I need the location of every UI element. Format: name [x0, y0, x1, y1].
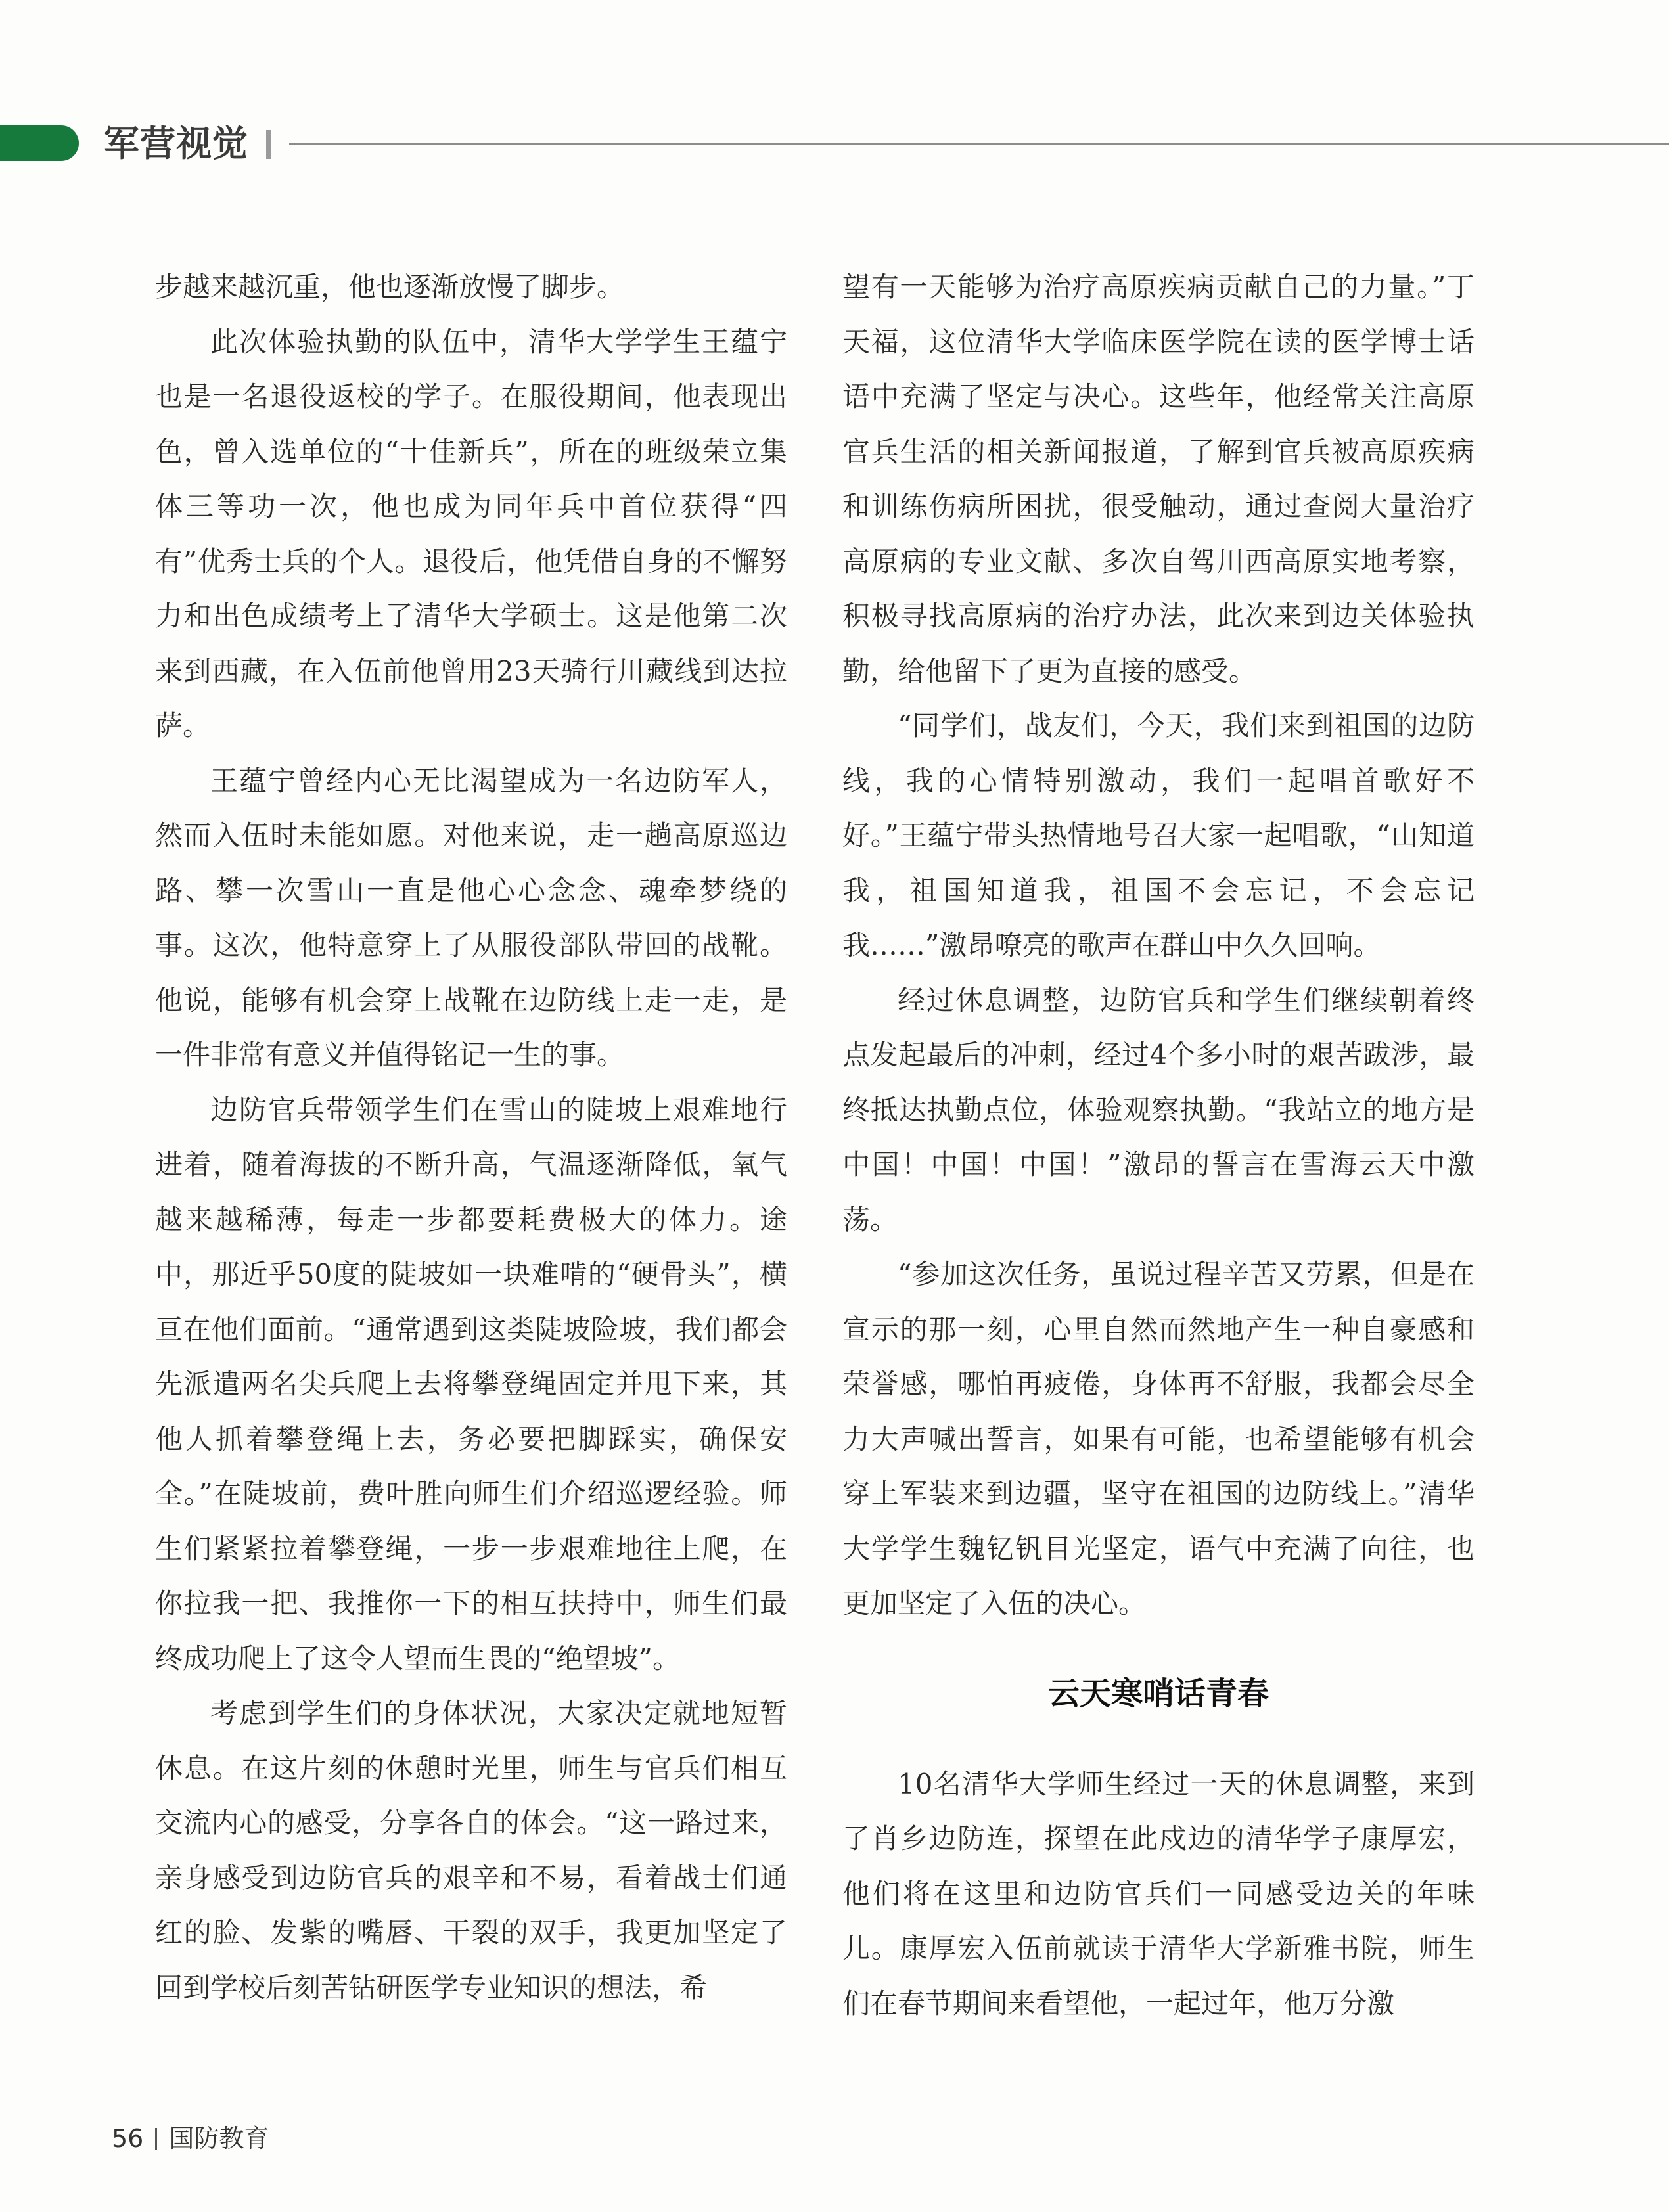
section-title: 军营视觉	[104, 123, 248, 164]
title-divider-bar	[266, 130, 271, 159]
paragraph: 步越来越沉重，他也逐渐放慢了脚步。	[155, 271, 625, 303]
paragraph: 此次体验执勤的队伍中，清华大学学生王蕴宁也是一名退役返校的学子。在服役期间，他表现出色，曾入选单位的“十佳新兵”，所在的班级荣立集体三等功一次，他也成为同年兵中首位获得“四有”优秀士兵的个人。退役后，他凭借自身的不懈努力和出色成绩考上了清华大学硕士。这是他第二次来到西藏，在入伍前他曾用23天骑行川藏线到达拉萨。	[155, 325, 787, 742]
page-footer	[112, 2119, 269, 2158]
paragraph: “同学们，战友们，今天，我们来到祖国的边防线，我的心情特别激动，我们一起唱首歌好不好。”王蕴宁带头热情地号召大家一起唱歌，“山知道我，祖国知道我，祖国不会忘记，不会忘记我……”激昂嘹亮的歌声在群山中久久回响。	[842, 710, 1475, 961]
paragraph: 经过休息调整，边防官兵和学生们继续朝着终点发起最后的冲刺，经过4个多小时的艰苦跋涉，最终抵达执勤点位，体验观察执勤。“我站立的地方是中国！中国！中国！”激昂的誓言在雪海云天中激荡。	[842, 983, 1475, 1236]
section-tab-marker	[0, 125, 79, 161]
paragraph: 考虑到学生们的身体状况，大家决定就地短暂休息。在这片刻的休憩时光里，师生与官兵们相互交流内心的感受，分享各自的体会。“这一路过来，亲身感受到边防官兵的艰辛和不易，看着战士们通红的脸、发紫的嘴唇、干裂的双手，我更加坚定了回到学校后刻苦钻研医学专业知识的想法，希	[155, 1697, 787, 2004]
paragraph: 10名清华大学师生经过一天的休息调整，来到了肖乡边防连，探望在此戍边的清华学子康厚宏，他们将在这里和边防官兵们一同感受边关的年味儿。康厚宏入伍前就读于清华大学新雅书院，师生们在春节期间来看望他，一起过年，他万分激	[842, 1767, 1475, 2020]
header-rule	[289, 143, 1669, 145]
paragraph: 王蕴宁曾经内心无比渴望成为一名边防军人，然而入伍时未能如愿。对他来说，走一趟高原巡边路、攀一次雪山一直是他心心念念、魂牵梦绕的事。这次，他特意穿上了从服役部队带回的战靴。他说，能够有机会穿上战靴在边防线上走一走，是一件非常有意义并值得铭记一生的事。	[155, 764, 787, 1071]
magazine-name: 国防教育	[169, 2124, 269, 2153]
paragraph: 望有一天能够为治疗高原疾病贡献自己的力量。”丁天福，这位清华大学临床医学院在读的医学博士话语中充满了坚定与决心。这些年，他经常关注高原官兵生活的相关新闻报道，了解到官兵被高原疾病和训练伤病所困扰，很受触动，通过查阅大量治疗高原病的专业文献、多次自驾川西高原实地考察，积极寻找高原病的治疗办法，此次来到边关体验执勤，给他留下了更为直接的感受。	[842, 271, 1475, 687]
subheading: 云天寒哨话青春	[1047, 1675, 1269, 1712]
right-column	[842, 260, 1475, 2031]
paragraph: “参加这次任务，虽说过程辛苦又劳累，但是在宣示的那一刻，心里自然而然地产生一种自豪感和荣誉感，哪怕再疲倦，身体再不舒服，我都会尽全力大声喊出誓言，如果有可能，也希望能够有机会穿上军装来到边疆，坚守在祖国的边防线上。”清华大学学生魏钇钒目光坚定，语气中充满了向往，也更加坚定了入伍的决心。	[842, 1258, 1475, 1619]
left-column	[155, 260, 787, 2015]
footer-divider	[155, 2128, 157, 2150]
page-number: 56	[112, 2124, 144, 2153]
paragraph: 边防官兵带领学生们在雪山的陡坡上艰难地行进着，随着海拔的不断升高，气温逐渐降低，氧气越来越稀薄，每走一步都要耗费极大的体力。途中，那近乎50度的陡坡如一块难啃的“硬骨头”，横亘在他们面前。“通常遇到这类陡坡险坡，我们都会先派遣两名尖兵爬上去将攀登绳固定并甩下来，其他人抓着攀登绳上去，务必要把脚踩实，确保安全。”在陡坡前，费叶胜向师生们介绍巡逻经验。师生们紧紧拉着攀登绳，一步一步艰难地往上爬，在你拉我一把、我推你一下的相互扶持中，师生们最终成功爬上了这令人望而生畏的“绝望坡”。	[155, 1093, 787, 1675]
